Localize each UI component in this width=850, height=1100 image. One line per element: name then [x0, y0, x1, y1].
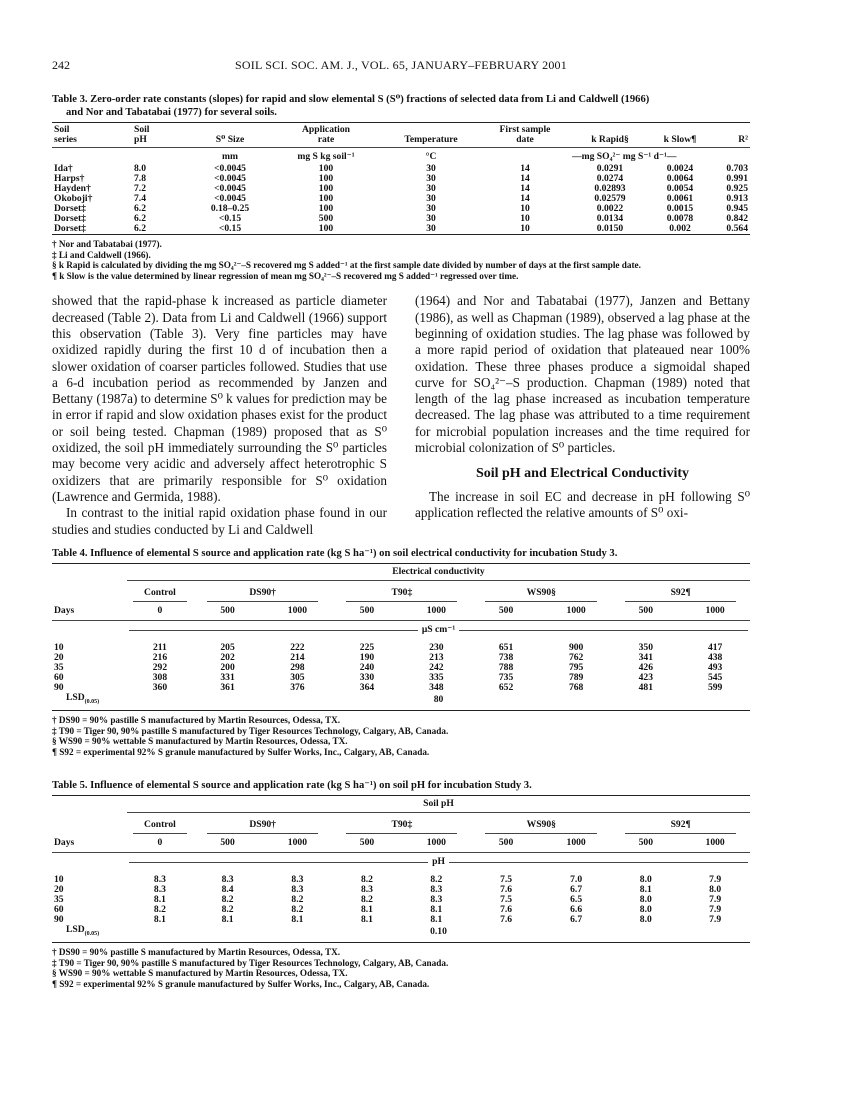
table4-cell: 298	[290, 662, 305, 674]
table3-header: date	[516, 134, 534, 145]
table4-cell: 900	[568, 642, 584, 654]
table3-header: S⁰ Size	[215, 134, 245, 145]
table3-cell: Hayden†	[54, 183, 91, 194]
table5-cell: 8.0	[639, 874, 652, 886]
table5-cell: 8.0	[639, 894, 652, 906]
table3-cell: 0.0150	[596, 223, 624, 234]
table3-cell: 10	[520, 223, 530, 234]
table4-cell: 348	[429, 682, 444, 694]
table5-rate-header: 1000	[705, 837, 725, 849]
page-number: 242	[52, 58, 70, 72]
footnote: ‡ T90 = Tiger 90, 90% pastille S manufactured by Tiger Resources Technology, Calgary, AB, Canada.	[52, 957, 449, 968]
table4-cell: 350	[638, 642, 653, 654]
table5-caption: Table 5. Influence of elemental S source and application rate (kg S ha⁻¹) on soil pH for incubation Study 3.	[52, 779, 532, 791]
table3-cell: 30	[426, 173, 436, 184]
body-text	[52, 293, 750, 537]
table5-group-header	[127, 813, 193, 835]
table5-cell: 8.0	[639, 904, 652, 916]
footnote: † DS90 = 90% pastille S manufactured by Martin Resources, Odessa, TX.	[52, 715, 341, 726]
table3-cell: <0.0045	[214, 193, 246, 204]
table5-cell: 8.1	[153, 914, 166, 926]
table3-cell: Dorset‡	[54, 223, 86, 234]
table4-cell: 222	[290, 642, 305, 654]
table3-cell: 0.18–0.25	[210, 203, 250, 214]
table5-group-label: DS90†	[207, 820, 319, 834]
table3-header: Soil	[54, 124, 70, 135]
table3-cell: 30	[426, 163, 436, 174]
table3-cell: 100	[318, 203, 334, 214]
table5-days-header: Days	[54, 837, 75, 849]
table4-group-label: Control	[133, 588, 187, 602]
table3-cell: 8.0	[134, 163, 146, 174]
table4-rate-header: 500	[359, 605, 375, 617]
section-heading: Soil pH and Electrical Conductivity	[475, 466, 690, 482]
footnote: ‡ Li and Caldwell (1966).	[52, 249, 151, 260]
table5-cell: 90	[54, 914, 64, 926]
table4-cell: 330	[359, 672, 375, 684]
table3-header: pH	[134, 134, 147, 145]
table4-rate-header: 1000	[705, 605, 725, 617]
table4-group-header	[127, 581, 193, 603]
table3-caption-line1: Table 3. Zero-order rate constants (slopes) for rapid and slow elemental S (S⁰) fractions of selected data from Li and Caldwell (1966)	[52, 94, 650, 105]
table4-cell: 225	[359, 642, 375, 654]
lsd-text: LSD	[66, 692, 85, 704]
table5-cell: 20	[54, 884, 64, 896]
table4-group-header	[193, 581, 333, 603]
table3-cell: 7.4	[134, 193, 146, 204]
table5-group-label: Control	[133, 820, 187, 834]
table5-rate-header: 1000	[287, 837, 307, 849]
table3-cell: Ida†	[54, 163, 73, 174]
table4-cell: 795	[568, 662, 584, 674]
table3-cell: 30	[426, 213, 436, 224]
table5-group-header	[611, 813, 750, 835]
table4-caption: Table 4. Influence of elemental S source and application rate (kg S ha⁻¹) on soil electrical conductivity for incubation Study 3.	[52, 547, 618, 559]
table5-cell: 8.3	[430, 894, 443, 906]
table4-cell: 768	[568, 682, 584, 694]
table3-cell: 10	[520, 213, 530, 224]
left-paragraph-2: In contrast to the initial rapid oxidation phase found in our studies and studies conducted by Li and Caldwell	[52, 505, 387, 537]
table3-cell: 7.2	[134, 183, 146, 194]
table-spacer	[52, 796, 127, 813]
table3-cell: 0.0024	[666, 163, 694, 174]
footnote: § WS90 = 90% wettable S manufactured by Martin Resources, Odessa, TX.	[52, 968, 348, 979]
table5-spanner: Soil pH	[127, 796, 750, 813]
table5-unit-row	[127, 853, 750, 876]
table5-cell: 8.3	[291, 874, 304, 886]
table3-cell: 0.0134	[596, 213, 624, 224]
table4-cell: 652	[498, 682, 514, 694]
table3-cell: Dorset‡	[54, 203, 86, 214]
table4-cell: 481	[638, 682, 653, 694]
table5-cell: 35	[54, 894, 64, 906]
table5-cell: 8.1	[153, 894, 166, 906]
table3-cell: 0.0078	[666, 213, 694, 224]
running-head	[52, 58, 750, 76]
table5-rate-header: 500	[220, 837, 235, 849]
table-row	[52, 194, 750, 204]
table5-group-header	[332, 813, 471, 835]
table3-cell: 0.945	[726, 203, 748, 214]
footnote: † DS90 = 90% pastille S manufactured by Martin Resources, Odessa, TX.	[52, 947, 341, 958]
table-row	[52, 915, 750, 925]
table4-lsd-label	[52, 693, 127, 710]
right-column	[415, 293, 750, 537]
table5-cell: 8.4	[221, 884, 234, 896]
table3-cell: 0.002	[669, 223, 691, 234]
left-column	[52, 293, 387, 537]
table3-header: series	[54, 134, 77, 145]
table3-header: R²	[738, 134, 748, 145]
table4-cell: 214	[290, 652, 305, 664]
table3-cell: 100	[318, 193, 334, 204]
table5-cell: 8.2	[221, 904, 234, 916]
table4-group-label: S92¶	[625, 588, 736, 602]
table5-cell: 8.3	[360, 884, 373, 896]
table5-cell: 8.2	[221, 894, 234, 906]
right-paragraph-2: The increase in soil EC and decrease in pH following S⁰ application reflected the relative amounts of S⁰ oxi-	[415, 488, 750, 520]
table5-group-header	[193, 813, 333, 835]
table3-unit	[52, 148, 132, 165]
table4-cell: 10	[54, 642, 64, 654]
table3-cell: 0.0274	[596, 173, 624, 184]
table4-cell: 360	[152, 682, 168, 694]
footnote: § k Rapid is calculated by dividing the mg SO₄²⁻–S recovered mg S added⁻¹ at the first sample date divided by number of days at the first sample date.	[52, 260, 641, 271]
table4-group-header	[471, 581, 611, 603]
table4-cell: 202	[220, 652, 235, 664]
table5-cell: 8.3	[153, 874, 166, 886]
table5-lsd-label	[52, 925, 127, 942]
table3	[52, 122, 750, 235]
table3-cell: 0.842	[726, 213, 748, 224]
table4-cell: 423	[638, 672, 653, 684]
table4-cell: 213	[429, 652, 444, 664]
table3-cell: 30	[426, 183, 436, 194]
table3-cell: 10	[520, 203, 530, 214]
table5-rate-header: 500	[359, 837, 375, 849]
table5-rate-header: 1000	[426, 837, 446, 849]
table4-cell: 240	[359, 662, 375, 674]
table5-cell: 7.6	[500, 904, 513, 916]
table5-group-label: T90‡	[346, 820, 457, 834]
table-row	[52, 683, 750, 693]
table3-header: k Slow¶	[663, 134, 697, 145]
table3-cell: 0.564	[726, 223, 748, 234]
table3-cell: 0.913	[726, 193, 748, 204]
table3-cell: <0.0045	[214, 163, 246, 174]
table4-cell: 599	[707, 682, 723, 694]
table5-cell: 7.5	[500, 874, 513, 886]
table-spacer	[52, 581, 127, 603]
table4-cell: 308	[152, 672, 168, 684]
table3-cell: 7.8	[134, 173, 146, 184]
table3-cell: <0.15	[218, 213, 242, 224]
table5-cell: 8.1	[291, 914, 304, 926]
table3-cell: 6.2	[134, 223, 146, 234]
table4-days-header: Days	[54, 605, 75, 617]
footnote: ¶ S92 = experimental 92% S granule manufactured by Sulfer Works, Inc., Calgary, AB, Canada.	[52, 978, 430, 989]
table4-cell: 60	[54, 672, 64, 684]
table5-cell: 8.3	[221, 874, 234, 886]
table5-cell: 8.3	[291, 884, 304, 896]
footnote: ‡ T90 = Tiger 90, 90% pastille S manufactured by Tiger Resources Technology, Calgary, AB, Canada.	[52, 725, 449, 736]
table4-cell: 361	[220, 682, 235, 694]
table3-cell: 0.0015	[666, 203, 694, 214]
table5-cell: 6.6	[570, 904, 583, 916]
table3-cell: 100	[318, 223, 334, 234]
table4-cell: 417	[707, 642, 723, 654]
footnote: ¶ S92 = experimental 92% S granule manufactured by Sulfer Works, Inc., Calgary, AB, Canada.	[52, 747, 430, 758]
table5-rate-header: 0	[157, 837, 163, 849]
table3-cell: 0.02579	[594, 193, 626, 204]
table5-cell: 7.0	[570, 874, 583, 886]
table4-footnotes	[52, 715, 750, 757]
table-spacer	[52, 813, 127, 835]
table-row	[52, 224, 750, 235]
table-row	[52, 184, 750, 194]
table5-lsd-value: 0.10	[430, 926, 447, 938]
table4-unit-row	[127, 621, 750, 644]
table4-cell: 438	[707, 652, 723, 664]
table-row	[52, 204, 750, 214]
table5-group-label: S92¶	[625, 820, 736, 834]
table4-cell: 35	[54, 662, 64, 674]
table3-caption-line2: and Nor and Tabatabai (1977) for several soils.	[66, 106, 277, 118]
table3-header: First sample	[499, 124, 551, 135]
table5-cell: 7.9	[709, 904, 722, 916]
table5-cell: 8.1	[430, 904, 443, 916]
table3-cell: 100	[318, 163, 334, 174]
table4-cell: 205	[220, 642, 235, 654]
table5-cell: 8.1	[221, 914, 234, 926]
table5-cell: 6.7	[570, 914, 583, 926]
table5	[52, 795, 750, 943]
table-row	[52, 164, 750, 174]
table4-cell: 651	[498, 642, 514, 654]
table-spacer	[52, 564, 127, 581]
table3-cell: <0.0045	[214, 183, 246, 194]
table3-cell: 0.0064	[666, 173, 694, 184]
table4-unit-label: μS cm⁻¹	[421, 624, 456, 636]
lsd-subscript: (0.05)	[84, 699, 100, 706]
table4-cell: 341	[638, 652, 653, 664]
table5-cell: 8.2	[291, 904, 304, 916]
table4-cell: 364	[359, 682, 375, 694]
footnote: ¶ k Slow is the value determined by linear regression of mean mg SO₄²⁻–S recovered mg S added⁻¹ regressed over time.	[52, 270, 519, 281]
table4-cell: 331	[220, 672, 235, 684]
lsd-subscript: (0.05)	[84, 931, 100, 938]
table4-rate-header: 1000	[426, 605, 446, 617]
table4-cell: 292	[152, 662, 168, 674]
table4-cell: 90	[54, 682, 64, 694]
table5-rate-header: 500	[638, 837, 653, 849]
table5-cell: 6.5	[570, 894, 583, 906]
table3-cell: 100	[318, 173, 334, 184]
table4-cell: 211	[152, 642, 167, 654]
table3-cell: 14	[520, 163, 530, 174]
table3-cell: 0.925	[726, 183, 748, 194]
table5-rate-header: 500	[498, 837, 514, 849]
footnote: † Nor and Tabatabai (1977).	[52, 239, 162, 249]
table3-cell: 100	[318, 183, 334, 194]
table3-unit	[710, 148, 750, 165]
table4-cell: 20	[54, 652, 64, 664]
table5-cell: 8.1	[639, 884, 652, 896]
table3-unit: —mg SO₄²⁻ mg S⁻¹ d⁻¹—	[572, 151, 677, 162]
table5-cell: 8.3	[153, 884, 166, 896]
table4-spanner: Electrical conductivity	[127, 564, 750, 581]
table5-cell: 7.9	[709, 894, 722, 906]
table3-cell: 0.02893	[594, 183, 626, 194]
table3-header: rate	[317, 134, 335, 145]
table4-cell: 200	[220, 662, 235, 674]
table3-header: k Rapid§	[591, 134, 629, 145]
table4-rate-header: 500	[220, 605, 235, 617]
table4-cell: 789	[568, 672, 584, 684]
table5-group-header	[471, 813, 611, 835]
table4-cell: 216	[152, 652, 168, 664]
lsd-text: LSD	[66, 924, 85, 936]
table3-cell: 30	[426, 223, 436, 234]
table3-cell: 500	[318, 213, 334, 224]
journal-citation: SOIL SCI. SOC. AM. J., VOL. 65, JANUARY–FEBRUARY 2001	[235, 58, 567, 72]
table3-cell: 0.0022	[596, 203, 624, 214]
table3-unit: °C	[425, 151, 437, 162]
table5-cell: 10	[54, 874, 64, 886]
table4-cell: 376	[290, 682, 305, 694]
table3-cell: Okoboji†	[54, 193, 93, 204]
table4	[52, 563, 750, 711]
table3-footnotes	[52, 239, 750, 281]
table3-cell: 0.0061	[666, 193, 694, 204]
table5-cell: 8.1	[360, 904, 373, 916]
table3-caption	[52, 94, 750, 119]
table4-group-header	[332, 581, 471, 603]
table-row	[52, 214, 750, 224]
table4-cell: 738	[498, 652, 514, 664]
table3-cell: 30	[426, 193, 436, 204]
table4-cell: 190	[359, 652, 375, 664]
table4-cell: 493	[707, 662, 723, 674]
table4-rate-header: 0	[157, 605, 163, 617]
table-spacer	[52, 853, 127, 876]
table4-cell: 335	[429, 672, 444, 684]
table3-unit	[132, 148, 190, 165]
table4-group-label: T90‡	[346, 588, 457, 602]
table5-cell: 7.5	[500, 894, 513, 906]
table3-unit	[480, 148, 570, 165]
table3-header: Application	[302, 124, 350, 135]
table5-cell: 7.6	[500, 884, 513, 896]
table4-lsd-value: 80	[433, 694, 444, 706]
table4-cell: 230	[429, 642, 444, 654]
table5-cell: 8.2	[360, 874, 373, 886]
left-paragraph-1: showed that the rapid-phase k increased as particle diameter decreased (Table 2). Data from Li and Caldwell (1966) support this observation (Table 3). Very fine particles may have oxidized rapidly during the first 10 d of incubation then a slower oxidation of coarser particles followed. Studies that use a 6-d incubation period as recommended by Janzen and Bettany (1987a) to determine S⁰ k values for prediction may be in error if rapid and slow oxidation phases exist for the product or soil being tested. Chapman (1989) proposed that as S⁰ oxidized, the soil pH immediately surrounding the S⁰ particles may become very acidic and adversely affect heterotrophic S oxidizers that are primarily responsible for S⁰ oxidation (Lawrence and Germida, 1988).	[52, 293, 387, 504]
table5-cell: 60	[54, 904, 64, 916]
table3-cell: Dorset‡	[54, 213, 86, 224]
table3-cell: Harps†	[54, 173, 85, 184]
table5-cell: 8.3	[430, 884, 443, 896]
table5-cell: 7.9	[709, 874, 722, 886]
table3-cell: 0.0291	[596, 163, 624, 174]
table3-header: Temperature	[404, 134, 458, 145]
table4-cell: 735	[498, 672, 514, 684]
table4-rate-header: 1000	[287, 605, 307, 617]
table5-cell: 7.9	[709, 914, 722, 926]
table3-header: Soil	[134, 124, 150, 135]
table5-cell: 6.7	[570, 884, 583, 896]
table3-cell: 30	[426, 203, 436, 214]
table3-cell: <0.15	[218, 223, 242, 234]
table3-unit: mm	[222, 151, 238, 162]
table5-unit-label: pH	[432, 856, 445, 868]
table3-cell: 0.703	[726, 163, 748, 174]
table4-rate-header: 500	[638, 605, 653, 617]
table5-footnotes	[52, 947, 750, 989]
table5-cell: 8.1	[430, 914, 443, 926]
table5-cell: 8.0	[639, 914, 652, 926]
table5-cell: 8.2	[153, 904, 166, 916]
table5-cell: 8.2	[291, 894, 304, 906]
footnote: § WS90 = 90% wettable S manufactured by Martin Resources, Odessa, TX.	[52, 736, 348, 747]
table4-cell: 305	[290, 672, 305, 684]
table4-cell: 545	[707, 672, 723, 684]
table4-cell: 426	[638, 662, 653, 674]
table-spacer	[52, 621, 127, 644]
table4-group-label: DS90†	[207, 588, 319, 602]
table4-cell: 788	[498, 662, 514, 674]
right-paragraph-1: (1964) and Nor and Tabatabai (1977), Janzen and Bettany (1986), as well as Chapman (1989), observed a lag phase at the beginning of oxidation studies. The lag phase was followed by a more rapid period of oxidation that plateaued near 100% oxidation. These three phases produce a sigmoidal shaped curve for SO₄²⁻–S production. Chapman (1989) noted that length of the lag phase increased as incubation temperature decreased. The lag phase was attributed to a time requirement for microbial population increases and the time required for microbial colonization of S⁰ particles.	[415, 293, 750, 456]
table-row	[52, 174, 750, 184]
table4-rate-header: 500	[498, 605, 514, 617]
table5-cell: 8.1	[360, 914, 373, 926]
table5-cell: 8.0	[709, 884, 722, 896]
journal-page	[52, 58, 750, 989]
table4-rate-header: 1000	[566, 605, 586, 617]
table5-rate-header: 1000	[566, 837, 586, 849]
table3-cell: 14	[520, 193, 530, 204]
table3-cell: 6.2	[134, 203, 146, 214]
table5-cell: 8.2	[430, 874, 443, 886]
table3-cell: 0.0054	[666, 183, 694, 194]
table5-group-label: WS90§	[485, 820, 597, 834]
table3-cell: 6.2	[134, 213, 146, 224]
table4-cell: 762	[568, 652, 584, 664]
table5-cell: 7.6	[500, 914, 513, 926]
table4-group-label: WS90§	[485, 588, 597, 602]
table3-cell: 14	[520, 183, 530, 194]
table5-cell: 8.2	[360, 894, 373, 906]
table4-group-header	[611, 581, 750, 603]
table3-cell: 14	[520, 173, 530, 184]
table3-unit: mg S kg soil⁻¹	[297, 151, 355, 162]
table3-cell: <0.0045	[214, 173, 246, 184]
table3-cell: 0.991	[726, 173, 748, 184]
table4-cell: 242	[429, 662, 444, 674]
